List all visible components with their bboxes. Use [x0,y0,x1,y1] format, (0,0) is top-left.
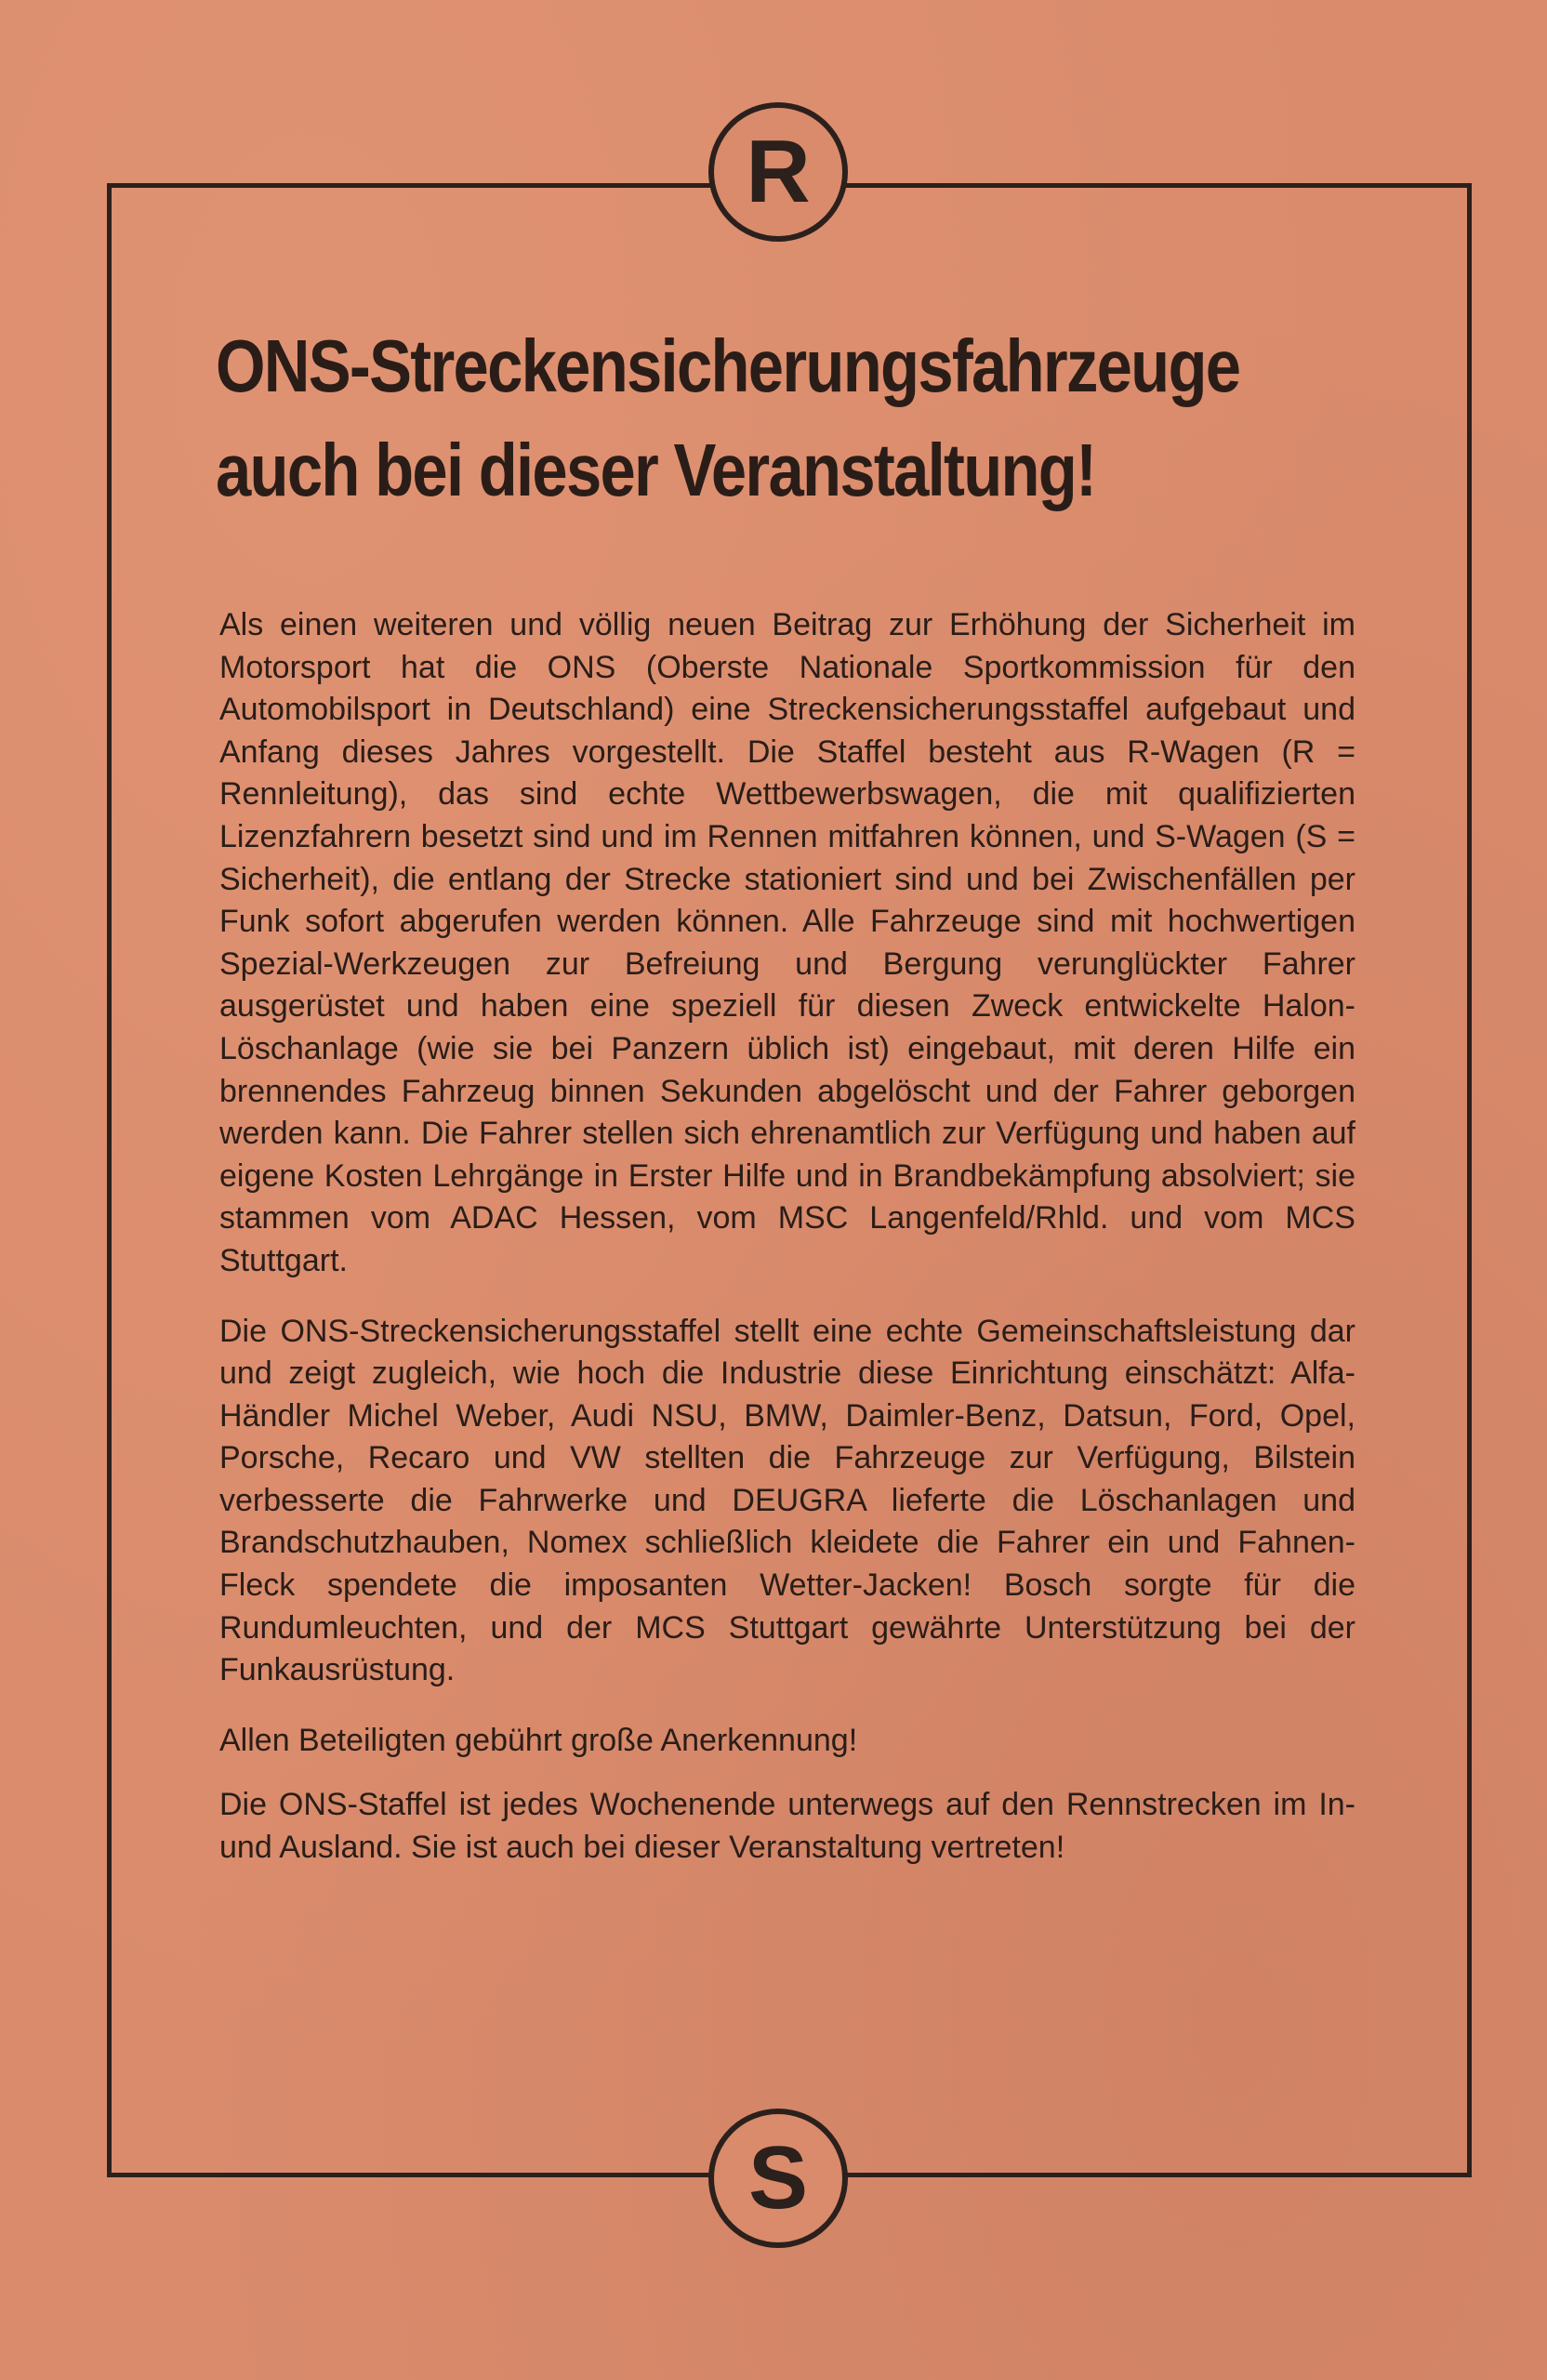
paragraph-acknowledgement: Allen Beteiligten gebührt große Anerkennung! [219,1722,858,1758]
paragraph-sponsors: Die ONS-Streckensicherungsstaffel stellt eine echte Gemeinschaftsleistung dar und zeigt zugleich, wie hoch die Industrie diese Einrichtung einschätzt: Alfa-Händler Michel Weber, Audi NSU, BMW, Daimler-Benz, Datsun, Ford, Opel, Porsche, Recaro und VW stellten die Fahrzeuge zur Verfügung, Bilstein verbesserte die Fahrwerke und DEUGRA lieferte die Löschanlagen und Brandschutzhauben, Nomex schließlich kleidete die Fahrer ein und Fahnen-Fleck spendete die imposanten Wetter-Jacken! Bosch sorgte für die Rundumleuchten, und der MCS Stuttgart gewährte Unterstützung bei der Funkausrüstung. [219,1313,1355,1688]
s-emblem-icon [708,2109,848,2248]
s-emblem-letter: S [747,2128,809,2228]
r-emblem-icon [708,102,848,242]
headline [216,314,1240,522]
paragraph-intro: Als einen weiteren und völlig neuen Beitrag zur Erhöhung der Sicherheit im Motorsport hat die ONS (Oberste Nationale Sportkommission für den Automobilsport in Deutschland) eine Streckensicherungsstaffel aufgebaut und Anfang dieses Jahres vorgestellt. Die Staffel besteht aus R-Wagen (R = Rennleitung), das sind echte Wettbewerbswagen, die mit qualifizierten Lizenzfahrern besetzt sind und im Rennen mitfahren können, und S-Wagen (S = Sicherheit), die entlang der Strecke stationiert sind und bei Zwischenfällen per Funk sofort abgerufen werden können. Alle Fahrzeuge sind mit hochwertigen Spezial-Werkzeugen zur Befreiung und Bergung verunglückter Fahrer ausgerüstet und haben eine speziell für diesen Zweck entwickelte Halon-Löschanlage (wie sie bei Panzern üblich ist) eingebaut, mit deren Hilfe ein brennendes Fahrzeug binnen Sekunden abgelöscht und der Fahrer geborgen werden kann. Die Fahrer stellen sich ehrenamtlich zur Verfügung und haben auf eigene Kosten Lehrgänge in Erster Hilfe und in Brandbekämpfung absolviert; sie stammen vom ADAC Hessen, vom MSC Langenfeld/Rhld. und vom MCS Stuttgart. [219,607,1355,1278]
paragraph-closing: Die ONS-Staffel ist jedes Wochenende unterwegs auf den Rennstrecken im In- und Ausland. Sie ist auch bei dieser Veranstaltung vertreten! [219,1787,1355,1866]
r-emblem-letter: R [746,122,811,221]
body-text [219,604,1355,1897]
headline-line-2: auch bei dieser Veranstaltung! [216,429,1096,511]
headline-line-1: ONS-Streckensicherungsfahrzeuge [216,324,1240,407]
